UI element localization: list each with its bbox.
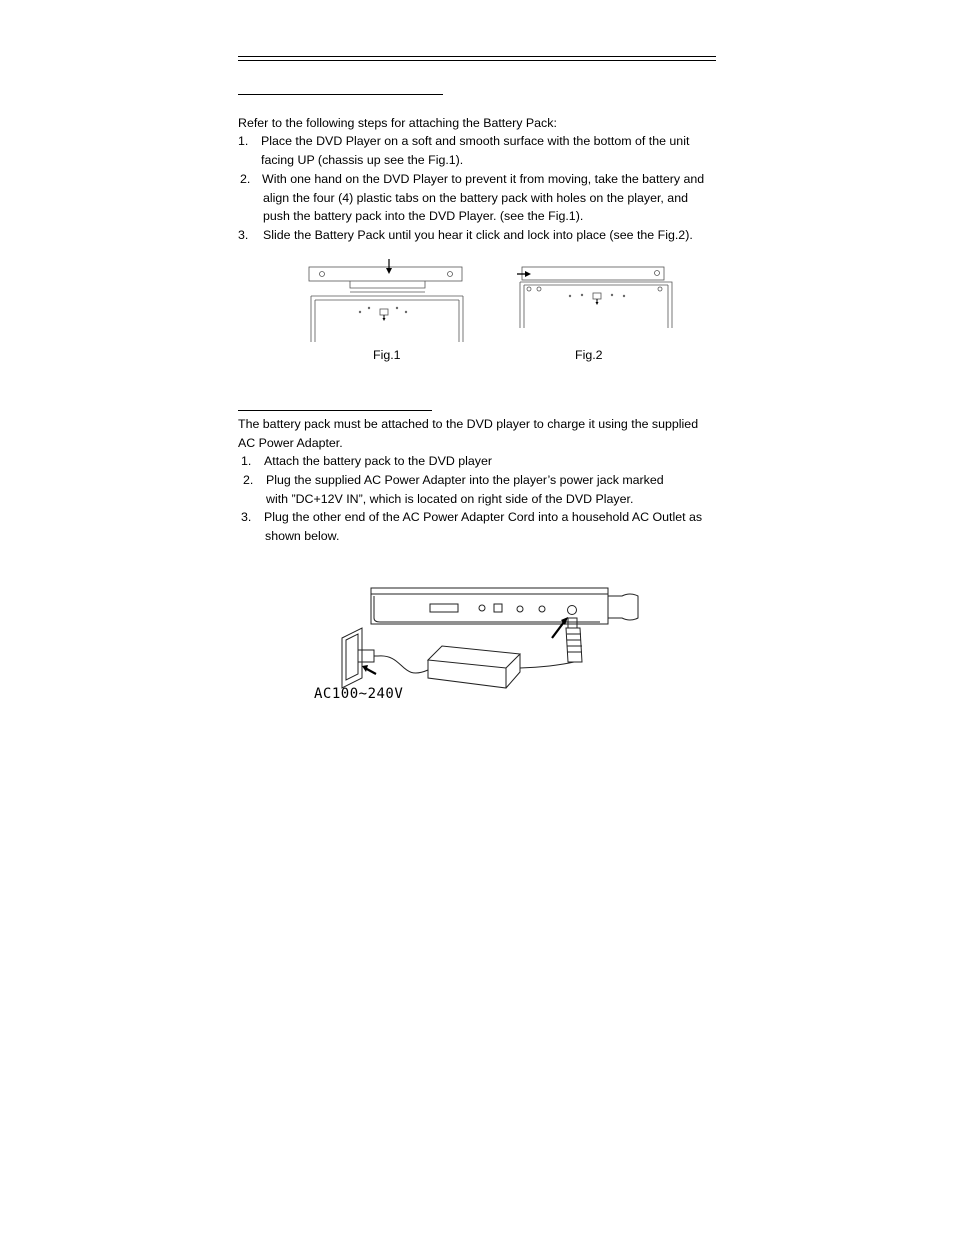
battery-step-1-line-1: Place the DVD Player on a soft and smooth surface with the bottom of the unit [261, 134, 690, 148]
charging-step-3-line-1: Plug the other end of the AC Power Adapter Cord into a household AC Outlet as [264, 510, 703, 524]
charging-step-3-number: 3. [241, 510, 252, 524]
charging-step-2-line-1: Plug the supplied AC Power Adapter into the player’s power jack marked [266, 473, 664, 487]
charging-step-1-number: 1. [241, 454, 252, 468]
header-rule-bottom [238, 60, 716, 61]
charging-step-2-number: 2. [243, 473, 254, 487]
figure-1-illustration [305, 258, 470, 346]
battery-step-3-number: 3. [238, 228, 249, 242]
battery-intro: Refer to the following steps for attaching the Battery Pack: [238, 116, 557, 130]
figure-1-caption: Fig.1 [373, 348, 401, 362]
battery-step-3-line-1: Slide the Battery Pack until you hear it click and lock into place (see the Fig.2). [263, 228, 693, 242]
charging-intro-line-2: AC Power Adapter. [238, 436, 343, 450]
battery-step-2-number: 2. [240, 172, 251, 186]
battery-step-2-line-2: align the four (4) plastic tabs on the battery pack with holes on the player, and [263, 191, 688, 205]
battery-step-2-line-3: push the battery pack into the DVD Player. (see the Fig.1). [263, 209, 584, 223]
charging-step-1-line-1: Attach the battery pack to the DVD player [264, 454, 492, 468]
battery-step-1-line-2: facing UP (chassis up see the Fig.1). [261, 153, 464, 167]
voltage-label: AC100~240V [314, 686, 404, 702]
header-rule-top [238, 56, 716, 57]
figure-2-illustration [512, 262, 678, 332]
charging-step-2-line-2: with ”DC+12V IN”, which is located on right side of the DVD Player. [266, 492, 634, 506]
charging-illustration [310, 582, 645, 692]
charging-intro-line-1: The battery pack must be attached to the DVD player to charge it using the supplied [238, 417, 699, 431]
section-heading-underline [238, 94, 443, 95]
figure-2-caption: Fig.2 [575, 348, 603, 362]
charging-step-3-line-2: shown below. [265, 529, 340, 543]
section-heading-underline-charging [238, 410, 432, 411]
battery-step-2-line-1: With one hand on the DVD Player to prevent it from moving, take the battery and [262, 172, 705, 186]
battery-step-1-number: 1. [238, 134, 249, 148]
